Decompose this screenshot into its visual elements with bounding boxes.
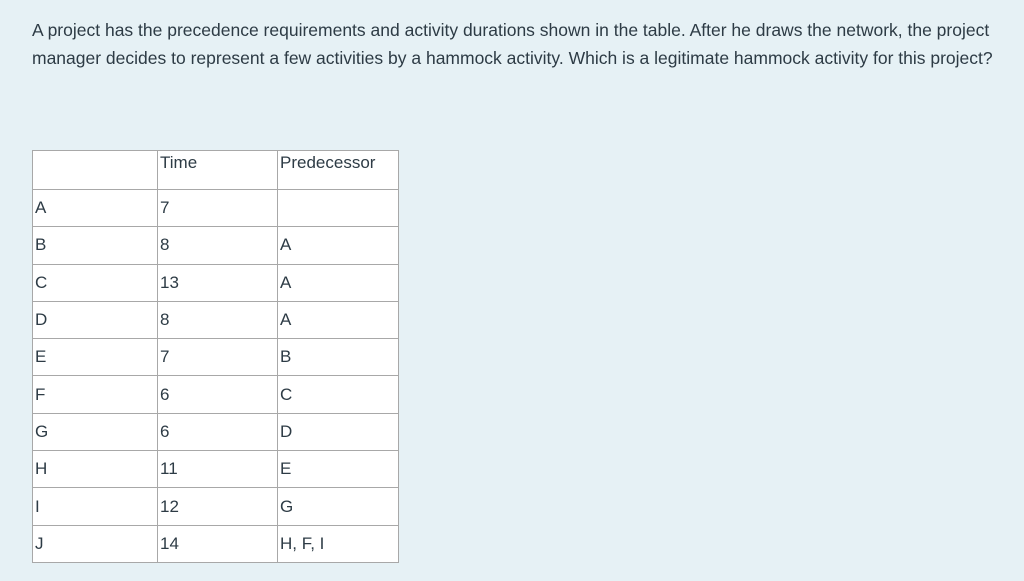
activity-cell: I [33, 488, 158, 525]
activity-cell: J [33, 525, 158, 562]
table-row [33, 264, 399, 301]
table-row [33, 451, 399, 488]
precedence-table [32, 150, 399, 563]
predecessor-cell: B [278, 339, 399, 376]
header-activity [33, 151, 158, 190]
predecessor-cell [278, 190, 399, 227]
table-row [33, 488, 399, 525]
activity-cell: H [33, 451, 158, 488]
time-cell: 7 [158, 339, 278, 376]
table-row [33, 339, 399, 376]
time-cell: 11 [158, 451, 278, 488]
predecessor-cell: D [278, 413, 399, 450]
activity-cell: C [33, 264, 158, 301]
table-row [33, 413, 399, 450]
predecessor-cell: E [278, 451, 399, 488]
table-row [33, 227, 399, 264]
predecessor-cell: G [278, 488, 399, 525]
table-header-row [33, 151, 399, 190]
time-cell: 13 [158, 264, 278, 301]
activity-cell: A [33, 190, 158, 227]
activity-cell: D [33, 301, 158, 338]
header-time: Time [158, 151, 278, 190]
time-cell: 14 [158, 525, 278, 562]
time-cell: 12 [158, 488, 278, 525]
table-row [33, 301, 399, 338]
question-text: A project has the precedence requirements and activity durations shown in the table. After he draws the network, the project manager decides to represent a few activities by a hammock activity. Which is a legitimate hammock activity for this project? [32, 20, 993, 68]
time-cell: 6 [158, 413, 278, 450]
activity-cell: F [33, 376, 158, 413]
predecessor-cell: C [278, 376, 399, 413]
predecessor-cell: H, F, I [278, 525, 399, 562]
activity-cell: E [33, 339, 158, 376]
predecessor-cell: A [278, 227, 399, 264]
time-cell: 7 [158, 190, 278, 227]
header-predecessor: Predecessor [278, 151, 399, 190]
predecessor-cell: A [278, 301, 399, 338]
time-cell: 8 [158, 301, 278, 338]
table-row [33, 190, 399, 227]
table-row [33, 525, 399, 562]
table-row [33, 376, 399, 413]
time-cell: 8 [158, 227, 278, 264]
activity-cell: B [33, 227, 158, 264]
predecessor-cell: A [278, 264, 399, 301]
activity-cell: G [33, 413, 158, 450]
time-cell: 6 [158, 376, 278, 413]
